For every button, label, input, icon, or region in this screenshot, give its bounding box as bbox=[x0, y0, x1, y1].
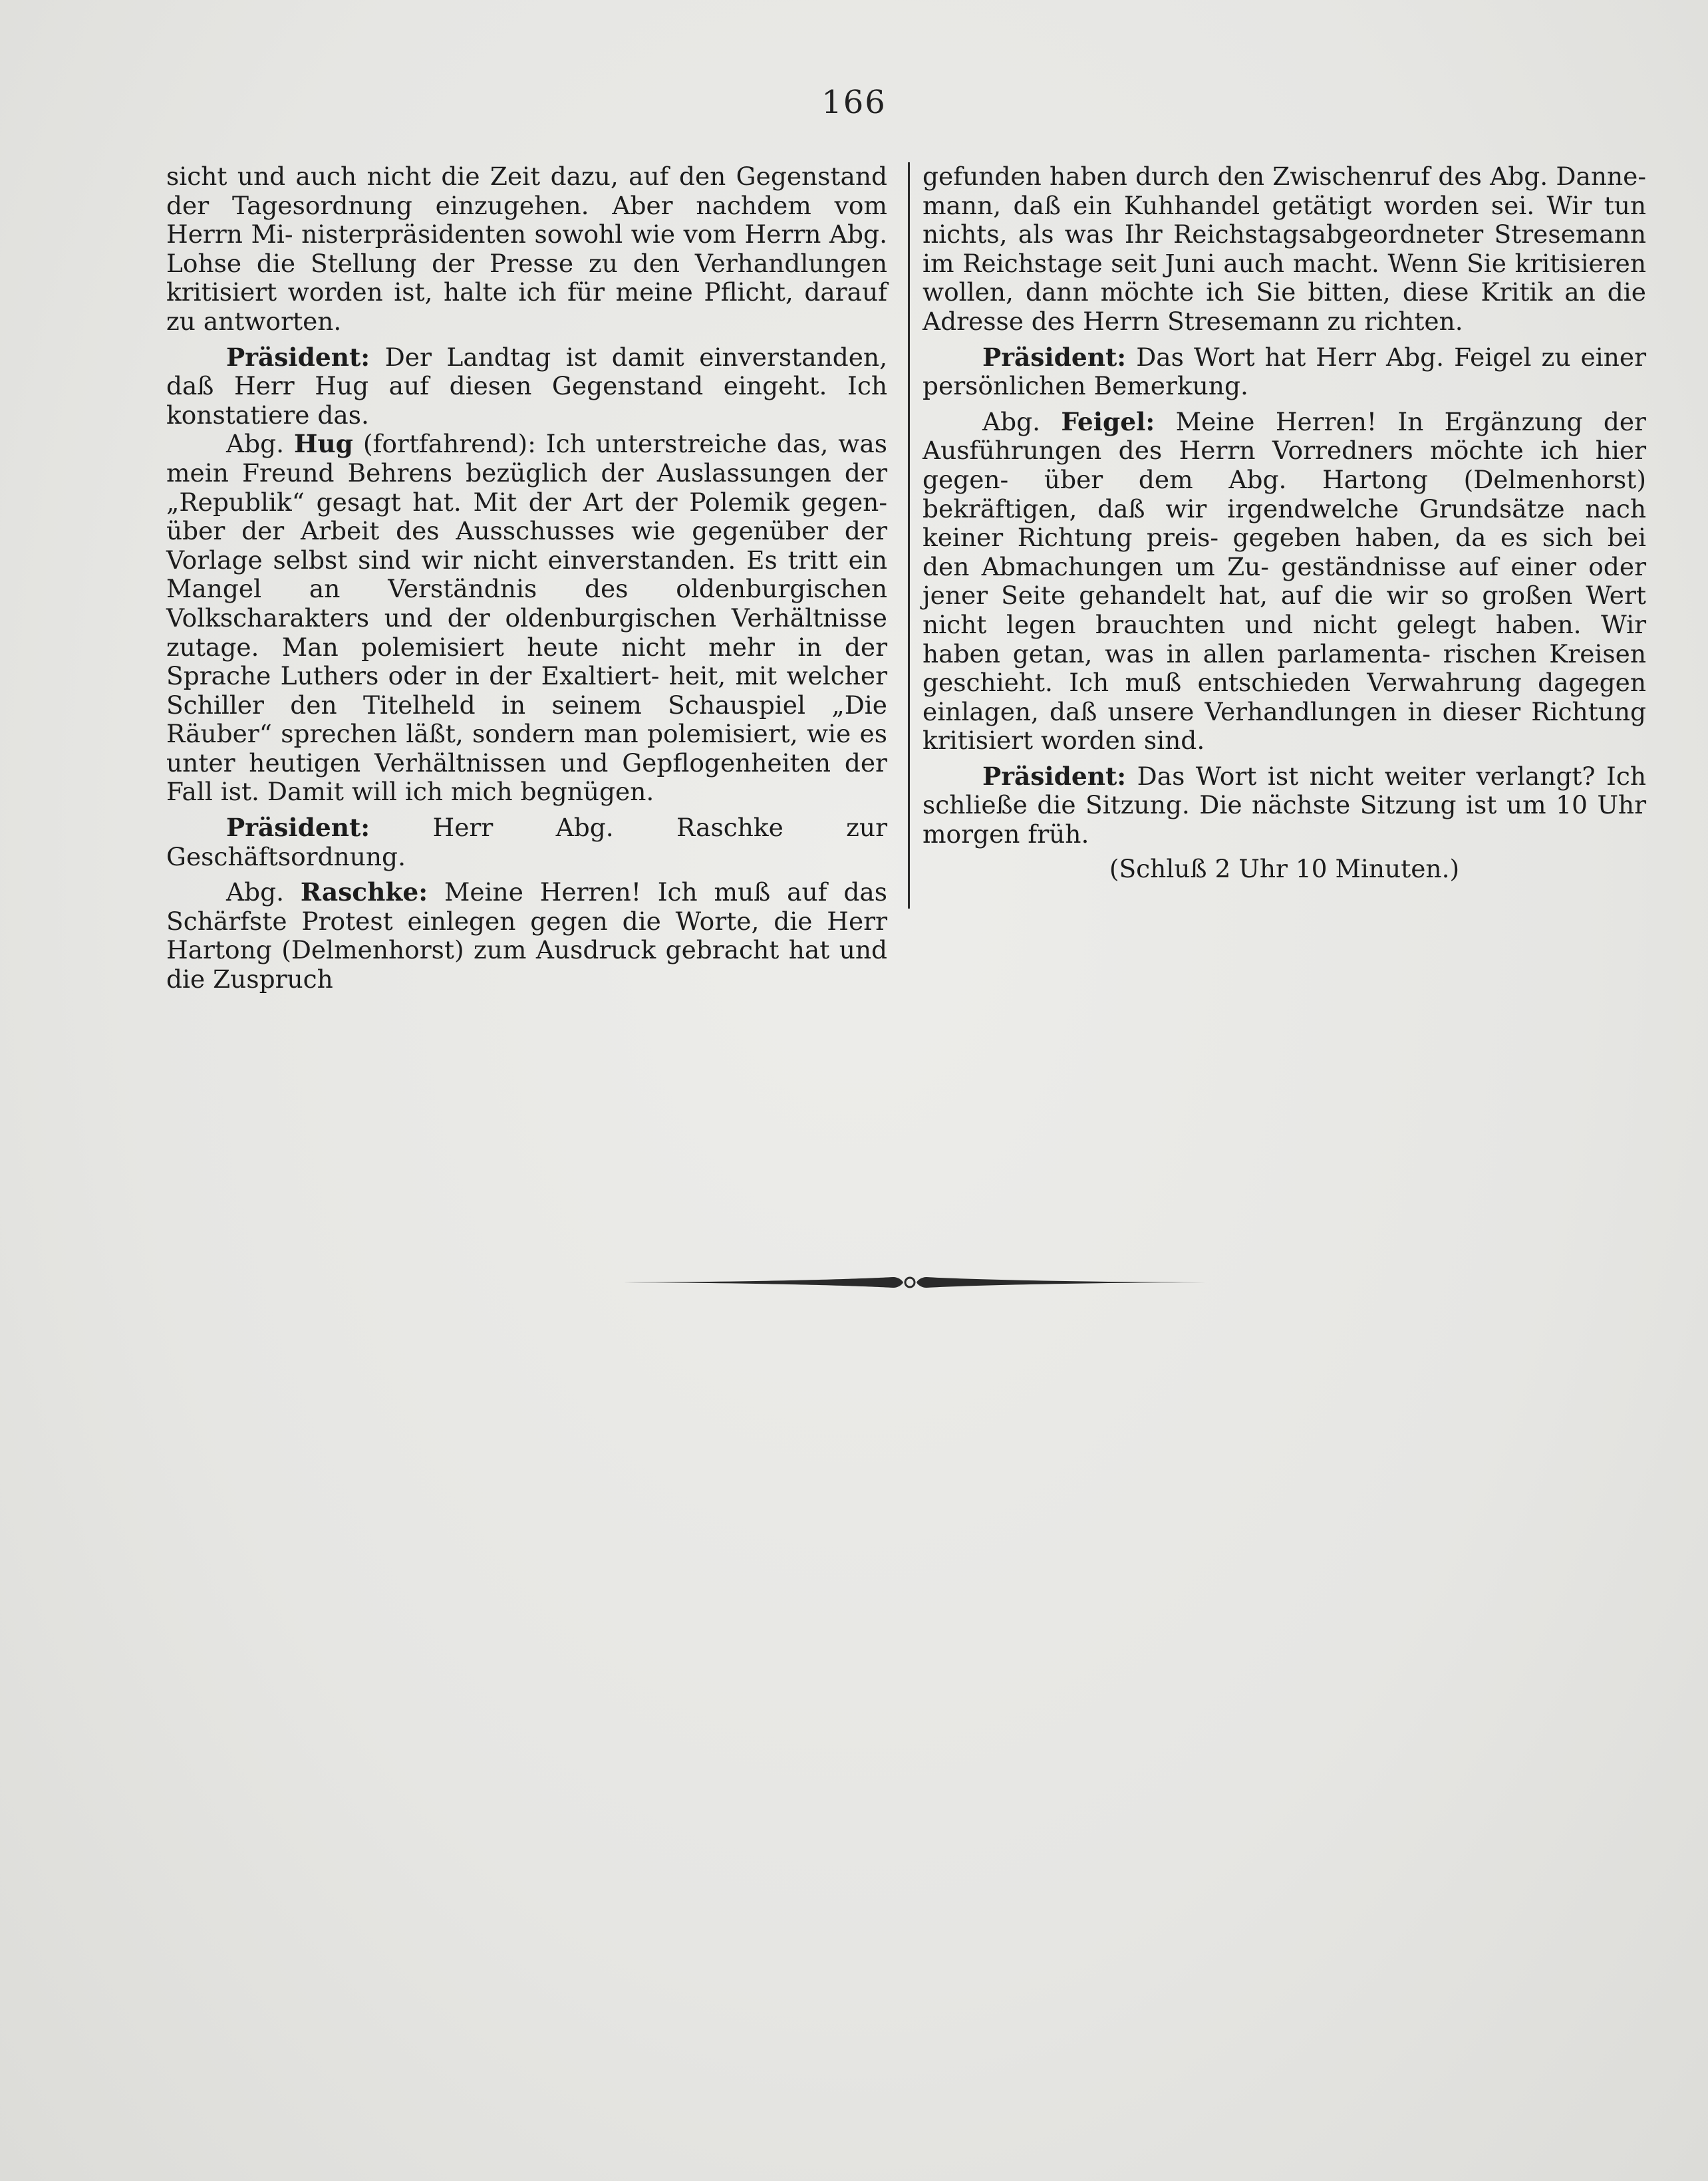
speaker-label: Präsident: bbox=[982, 761, 1127, 791]
paragraph bbox=[166, 878, 887, 994]
speaker-name: Raschke: bbox=[300, 877, 428, 907]
paragraph bbox=[166, 813, 887, 871]
column-divider bbox=[908, 162, 910, 909]
speaker-label: Präsident: bbox=[226, 342, 370, 372]
paragraph-text: Das Wort hat Herr Abg. Feigel zu einer persönlichen Bemerkung. bbox=[923, 342, 1646, 401]
paragraph-text: Meine Herren! Ich muß auf das Schärfste Protest einlegen gegen die Worte, die Herr Hartong (Delmenhorst) zum Ausdruck gebracht hat und die Zuspruch bbox=[166, 877, 888, 994]
paragraph bbox=[923, 343, 1646, 401]
speaker-label: Abg. bbox=[226, 877, 285, 907]
paragraph bbox=[166, 430, 887, 807]
paragraph bbox=[166, 343, 887, 430]
paragraph bbox=[923, 762, 1646, 849]
paragraph-text: Der Landtag ist damit einverstanden, daß Herr Hug auf diesen Gegenstand eingeht. Ich konstatiere das. bbox=[166, 342, 887, 430]
paragraph-text: Meine Herren! In Ergänzung der Ausführungen des Herrn Vorredners möchte ich hier gegen- über dem Abg. Hartong (Delmenhorst) bekräftigen, daß wir irgendwelche Grundsätze nach keiner Richtung preis- gegeben haben, da es sich bei den Abmachungen um Zu- geständnisse auf einer oder jener Seite gehandelt hat, auf die wir so großen Wert nicht legen brauchten und nicht gelegt haben. Wir haben getan, was in allen parlamenta- rischen Kreisen geschieht. Ich muß entschieden Verwahrung dagegen einlagen, daß unsere Verhandlungen in dieser Richtung kritisiert worden sind. bbox=[923, 406, 1646, 756]
left-column bbox=[166, 162, 887, 994]
speaker-label: Abg. bbox=[226, 429, 285, 459]
speaker-name: Hug bbox=[293, 429, 353, 459]
speaker-label: Präsident: bbox=[982, 342, 1127, 372]
closing-note: (Schluß 2 Uhr 10 Minuten.) bbox=[1109, 853, 1460, 883]
paragraph bbox=[166, 162, 887, 337]
paragraph bbox=[923, 162, 1646, 337]
speaker-label: Präsident: bbox=[226, 813, 370, 843]
paragraph-text: Herr Abg. Raschke zur Geschäftsordnung. bbox=[166, 813, 888, 871]
speaker-label: Abg. bbox=[982, 406, 1041, 436]
paragraph-text: gefunden haben durch den Zwischenruf des Abg. Danne- mann, daß ein Kuhhandel getätigt worden sei. Wir tun nichts, als was Ihr Reichstagsabgeordneter Stresemann im Reichstage seit Juni auch macht. Wenn Sie kritisieren wollen, dann möchte ich Sie bitten, diese Kritik an die Adresse des Herrn Stresemann zu richten. bbox=[923, 162, 1646, 336]
paragraph-text: (fortfahrend): Ich unterstreiche das, was mein Freund Behrens bezüglich der Auslassungen der „Republik“ gesagt hat. Mit der Art der Polemik gegen- über der Arbeit des Ausschusses wie gegenüber der Vorlage selbst sind wir nicht einverstanden. Es tritt ein Mangel an Verständnis des oldenburgischen Volkscharakters und der oldenburgischen Verhältnisse zutage. Man polemisiert heute nicht mehr in der Sprache Luthers oder in der Exaltiert- heit, mit welcher Schiller den Titelheld in seinem Schauspiel „Die Räuber“ sprechen läßt, sondern man polemisiert, wie es unter heutigen Verhältnissen und Gepflogenheiten der Fall ist. Damit will ich mich begnügen. bbox=[166, 429, 888, 807]
page-number: 166 bbox=[821, 84, 887, 121]
speaker-name: Feigel: bbox=[1061, 406, 1155, 436]
paragraph bbox=[923, 408, 1646, 756]
paragraph-text: sicht und auch nicht die Zeit dazu, auf den Gegenstand der Tagesordnung einzugehen. Aber nachdem vom Herrn Mi- nisterpräsidenten sowohl wie vom Herrn Abg. Lohse die Stellung der Presse zu den Verhandlungen kritisiert worden ist, halte ich für meine Pflicht, darauf zu antworten. bbox=[166, 162, 887, 336]
right-column bbox=[923, 162, 1646, 883]
paragraph-text: Das Wort ist nicht weiter verlangt? Ich schließe die Sitzung. Die nächste Sitzung ist um 10 Uhr morgen früh. bbox=[923, 761, 1646, 849]
ornamental-divider bbox=[591, 1268, 1229, 1297]
